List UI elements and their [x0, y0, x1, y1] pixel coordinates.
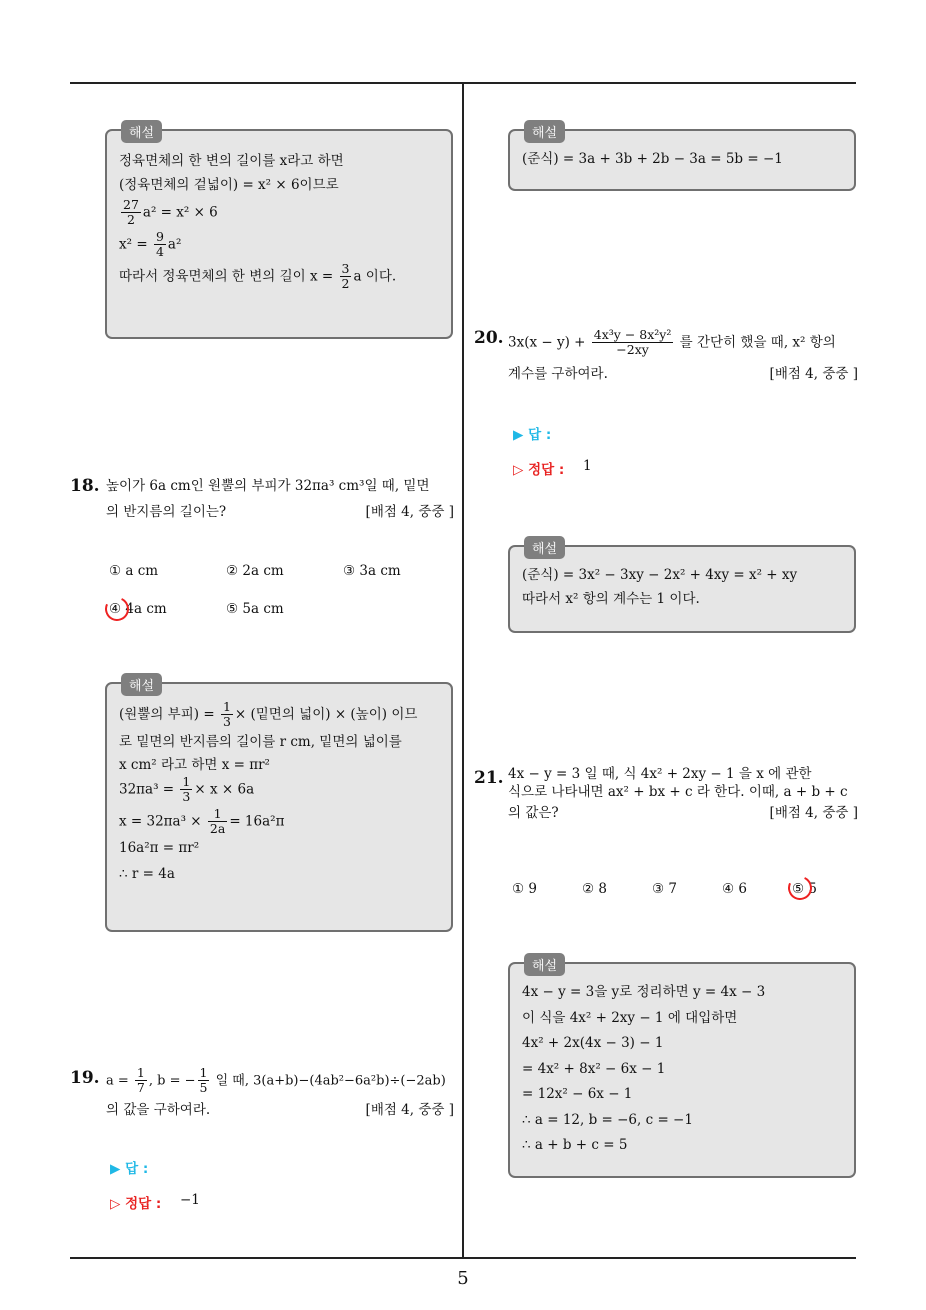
conclusion-line: 따라서 정육면체의 한 변의 길이 x = $\frac{3}{2}$ a 이다.: [119, 260, 397, 291]
fraction: $\frac{3}{2}$: [341, 260, 350, 291]
equation-line: (준식) = 3x² − 3xy − 2x² + 4xy = x² + xy: [522, 567, 798, 583]
score-label: [배점 4, 중중 ]: [769, 805, 858, 822]
question-number: 20.: [474, 328, 504, 348]
question-text: [106, 474, 454, 525]
option-2[interactable]: ② 2a cm: [226, 563, 284, 579]
answer-label: ▶ 답 :: [110, 1161, 149, 1177]
text-line: 정육면체의 한 변의 길이를 x라고 하면: [119, 153, 344, 169]
question-number: 21.: [474, 768, 504, 788]
page-number: 5: [457, 1268, 469, 1289]
correct-answer-label: ▷ 정답 :: [513, 462, 565, 478]
equation-line: = 12x² − 6x − 1: [522, 1086, 633, 1103]
question-number: 19.: [70, 1068, 100, 1088]
explanation-box-q21: [508, 959, 856, 1178]
correct-answer-value: −1: [180, 1192, 200, 1208]
fraction: $\frac{1}{7}$: [136, 1065, 145, 1096]
fraction: $\frac{9}{4}$: [155, 228, 164, 260]
conclusion-line: ∴ r = 4a: [119, 865, 175, 882]
explanation-box-q19: [508, 126, 856, 191]
explanation-box-cone: [105, 679, 453, 932]
explanation-box-cube: [105, 126, 453, 339]
equation-line: x² = $\frac{9}{4}$ a²: [119, 228, 182, 260]
text-line: (정육면체의 겉넓이) = x² × 6이므로: [119, 176, 339, 193]
explanation-tag: 해설: [524, 953, 565, 976]
answer-circle-mark: [785, 873, 816, 904]
question-text: [508, 328, 858, 384]
equation-line: (준식) = 3a + 3b + 2b − 3a = 5b = −1: [522, 151, 783, 167]
fraction: $\frac{\text{4x³y − 8x²y²}}{-2xy}$: [593, 327, 672, 358]
column-divider: [462, 83, 464, 1258]
option-4[interactable]: ④ 4a cm: [109, 601, 167, 617]
equation-line: (원뿔의 부피) = $\frac{1}{3}$ × (밑면의 넓이) × (높이) 이므: [119, 699, 418, 730]
correct-answer-label: ▷ 정답 :: [110, 1196, 162, 1212]
question-text: [508, 766, 858, 827]
answer-circle-mark: [102, 594, 133, 625]
explanation-tag: 해설: [524, 120, 565, 143]
equation-line: $\frac{27}{2}$ a² = x² × 6: [123, 197, 218, 228]
question-line: 4x − y = 3 일 때, 식 4x² + 2xy − 1 을 x 에 관한: [508, 766, 812, 782]
score-label: [배점 4, 중중 ]: [769, 365, 858, 382]
question-line: a = $\frac{1}{7}$ , b = − $\frac{1}{5}$ 일 때, 3(a+b)−(4ab²−6a²b)÷(−2ab): [106, 1065, 446, 1096]
explanation-tag: 해설: [524, 536, 565, 559]
score-label: [배점 4, 중중 ]: [365, 503, 454, 520]
equation-line: = 4x² + 8x² − 6x − 1: [522, 1060, 666, 1077]
equation-line: 32πa³ = $\frac{1}{3}$ × x × 6a: [119, 773, 255, 805]
conclusion-line: 따라서 x² 항의 계수는 1 이다.: [522, 590, 700, 607]
text-line: 로 밑면의 반지름의 길이를 r cm, 밑면의 넓이를: [119, 733, 402, 750]
correct-answer-value: 1: [583, 458, 592, 474]
explanation-box-q20: [508, 542, 856, 633]
fraction: $\frac{1}{5}$: [199, 1065, 208, 1096]
question-line: 의 값은? [배점 4, 중중 ]: [508, 801, 858, 827]
score-label: [배점 4, 중중 ]: [365, 1101, 454, 1118]
option-3[interactable]: ③ 7: [652, 881, 677, 897]
fraction: $\frac{1}{2a}$: [209, 805, 226, 836]
conclusion-line: ∴ a = 12, b = −6, c = −1: [522, 1111, 693, 1128]
question-line: 3x(x − y) + $\frac{\text{4x³y − 8x²y²}}{-2xy}$ 를 간단히 했을 때, x² 항의: [508, 327, 836, 358]
option-1[interactable]: ① a cm: [109, 563, 159, 579]
fraction: $\frac{1}{3}$: [222, 699, 231, 730]
text-line: x cm² 라고 하면 x = πr²: [119, 757, 270, 774]
question-line: 높이가 6a cm인 원뿔의 부피가 32πa³ cm³일 때, 밑면: [106, 478, 430, 494]
option-5[interactable]: ⑤ 5a cm: [226, 601, 284, 617]
option-1[interactable]: ① 9: [512, 881, 537, 897]
option-3[interactable]: ③ 3a cm: [343, 563, 401, 579]
text-line: 이 식을 4x² + 2xy − 1 에 대입하면: [522, 1009, 738, 1026]
question-number: 18.: [70, 476, 100, 496]
question-line: 의 반지름의 길이는? [배점 4, 중중 ]: [106, 500, 454, 526]
option-2[interactable]: ② 8: [582, 881, 607, 897]
conclusion-line: ∴ a + b + c = 5: [522, 1137, 628, 1154]
explanation-tag: 해설: [121, 673, 162, 696]
option-5[interactable]: ⑤ 5: [792, 881, 817, 897]
fraction: $\frac{27}{2}$: [123, 197, 139, 228]
equation-line: 4x² + 2x(4x − 3) − 1: [522, 1035, 664, 1052]
explanation-tag: 해설: [121, 120, 162, 143]
question-line: 계수를 구하여라. [배점 4, 중중 ]: [508, 364, 858, 384]
answer-label: ▶ 답 :: [513, 427, 552, 443]
question-text: [106, 1066, 454, 1120]
equation-line: x = 32πa³ × $\frac{1}{2a}$ = 16a²π: [119, 805, 285, 836]
option-4[interactable]: ④ 6: [722, 881, 747, 897]
fraction: $\frac{1}{3}$: [182, 773, 191, 805]
question-line: 식으로 나타내면 ax² + bx + c 라 한다. 이때, a + b + c: [508, 783, 848, 800]
equation-line: 16a²π = πr²: [119, 840, 200, 857]
question-line: 의 값을 구하여라. [배점 4, 중중 ]: [106, 1100, 454, 1120]
equation-line: 4x − y = 3을 y로 정리하면 y = 4x − 3: [522, 984, 766, 1000]
bottom-rule: [70, 1257, 856, 1259]
